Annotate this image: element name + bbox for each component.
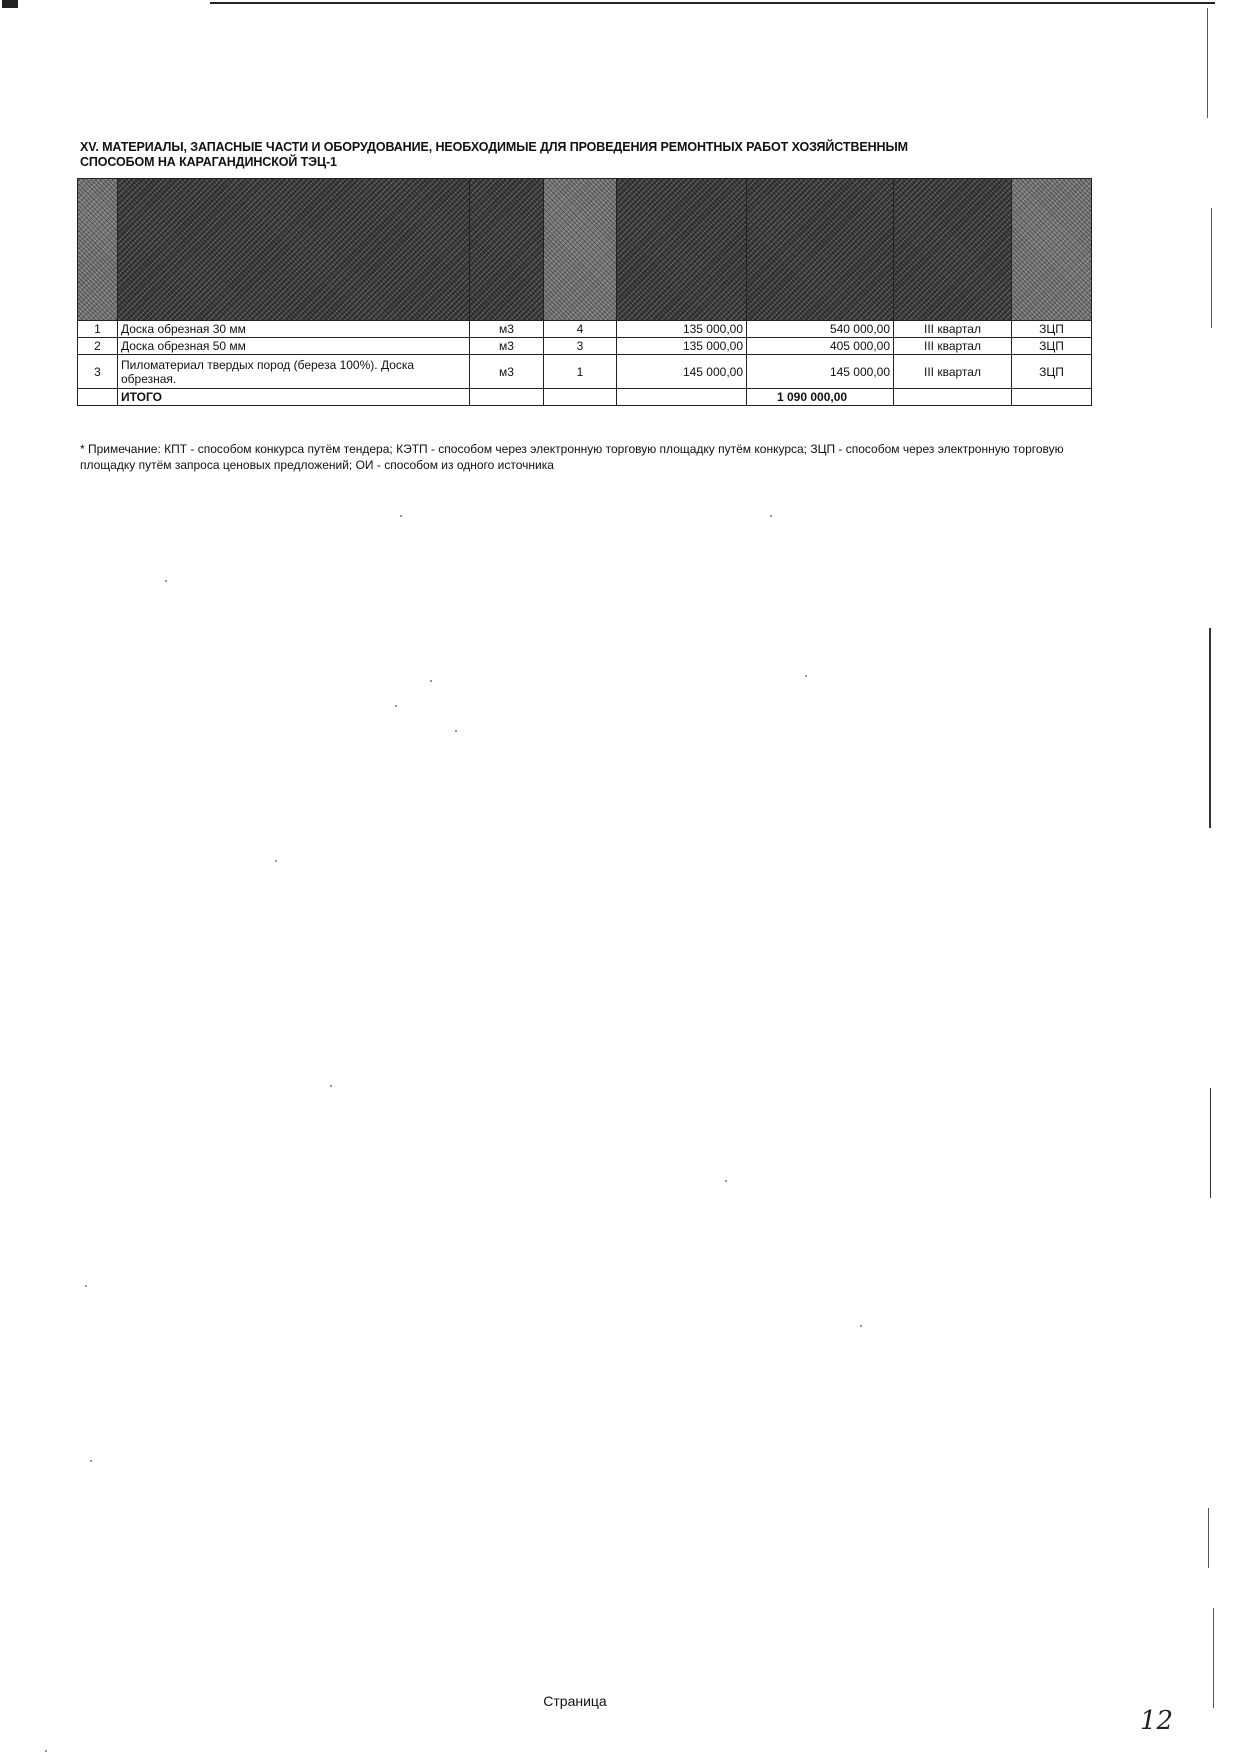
item-sum: 145 000,00 — [747, 355, 894, 389]
section-heading — [80, 140, 1040, 170]
total-empty-cell — [894, 389, 1012, 406]
item-sum: 540 000,00 — [747, 321, 894, 338]
table-row — [78, 338, 1092, 355]
total-empty-cell — [1012, 389, 1092, 406]
scan-top-rule — [210, 2, 1215, 4]
item-period: III квартал — [894, 321, 1012, 338]
header-cell — [544, 179, 617, 321]
item-quantity: 3 — [544, 338, 617, 355]
scan-speck — [860, 1325, 862, 1327]
scan-speck — [395, 705, 397, 707]
row-number: 3 — [78, 355, 118, 389]
scan-speck — [805, 675, 807, 677]
item-unit: м3 — [470, 338, 544, 355]
scan-speck — [330, 1085, 332, 1087]
item-name: Пиломатериал твердых пород (береза 100%). Доска обрезная. — [118, 355, 470, 389]
header-cell — [78, 179, 118, 321]
item-sum: 405 000,00 — [747, 338, 894, 355]
section-heading-line-1: XV. МАТЕРИАЛЫ, ЗАПАСНЫЕ ЧАСТИ И ОБОРУДОВАНИЕ, НЕОБХОДИМЫЕ ДЛЯ ПРОВЕДЕНИЯ РЕМОНТНЫХ РАБОТ ХОЗЯЙСТВЕННЫМ — [80, 140, 908, 154]
header-cell — [894, 179, 1012, 321]
scan-speck — [275, 860, 277, 862]
item-method: ЗЦП — [1012, 321, 1092, 338]
scan-speck — [770, 515, 772, 517]
total-empty-cell — [544, 389, 617, 406]
scan-speck — [90, 1460, 92, 1462]
total-sum: 1 090 000,00 — [747, 389, 894, 406]
page-footer-label: Страница — [543, 1693, 607, 1709]
table-header-row-obscured — [78, 179, 1092, 321]
row-number: 1 — [78, 321, 118, 338]
scan-speck — [455, 730, 457, 732]
table-row — [78, 355, 1092, 389]
header-cell — [470, 179, 544, 321]
scan-speck — [400, 515, 402, 517]
scan-speck — [45, 1750, 47, 1752]
table-total-row — [78, 389, 1092, 406]
item-method: ЗЦП — [1012, 355, 1092, 389]
item-name: Доска обрезная 50 мм — [118, 338, 470, 355]
item-price: 135 000,00 — [617, 338, 747, 355]
item-quantity: 1 — [544, 355, 617, 389]
scan-corner-mark — [2, 0, 18, 8]
item-period: III квартал — [894, 355, 1012, 389]
row-number: 2 — [78, 338, 118, 355]
header-cell — [617, 179, 747, 321]
total-empty-cell — [617, 389, 747, 406]
item-period: III квартал — [894, 338, 1012, 355]
item-name: Доска обрезная 30 мм — [118, 321, 470, 338]
footnote: * Примечание: КПТ - способом конкурса путём тендера; КЭТП - способом через электронную торговую площадку путём конкурса; ЗЦП - способом через электронную торговую площадку путём запроса ценовых предложений; ОИ - способом из одного источника — [80, 442, 1064, 472]
scan-speck — [85, 1285, 87, 1287]
handwritten-page-number: 12 — [1140, 1706, 1174, 1736]
materials-table — [77, 178, 1092, 406]
item-quantity: 4 — [544, 321, 617, 338]
header-cell — [118, 179, 470, 321]
item-unit: м3 — [470, 355, 544, 389]
total-label: ИТОГО — [118, 389, 470, 406]
header-cell — [1012, 179, 1092, 321]
scan-speck — [430, 680, 432, 682]
scan-speck — [725, 1180, 727, 1182]
item-price: 145 000,00 — [617, 355, 747, 389]
header-cell — [747, 179, 894, 321]
scan-speck — [165, 580, 167, 582]
scan-right-edge — [1205, 8, 1217, 1708]
table-row — [78, 321, 1092, 338]
total-empty-cell — [470, 389, 544, 406]
section-heading-line-2: СПОСОБОМ НА КАРАГАНДИНСКОЙ ТЭЦ-1 — [80, 155, 337, 169]
item-unit: м3 — [470, 321, 544, 338]
item-method: ЗЦП — [1012, 338, 1092, 355]
total-empty-cell — [78, 389, 118, 406]
item-price: 135 000,00 — [617, 321, 747, 338]
